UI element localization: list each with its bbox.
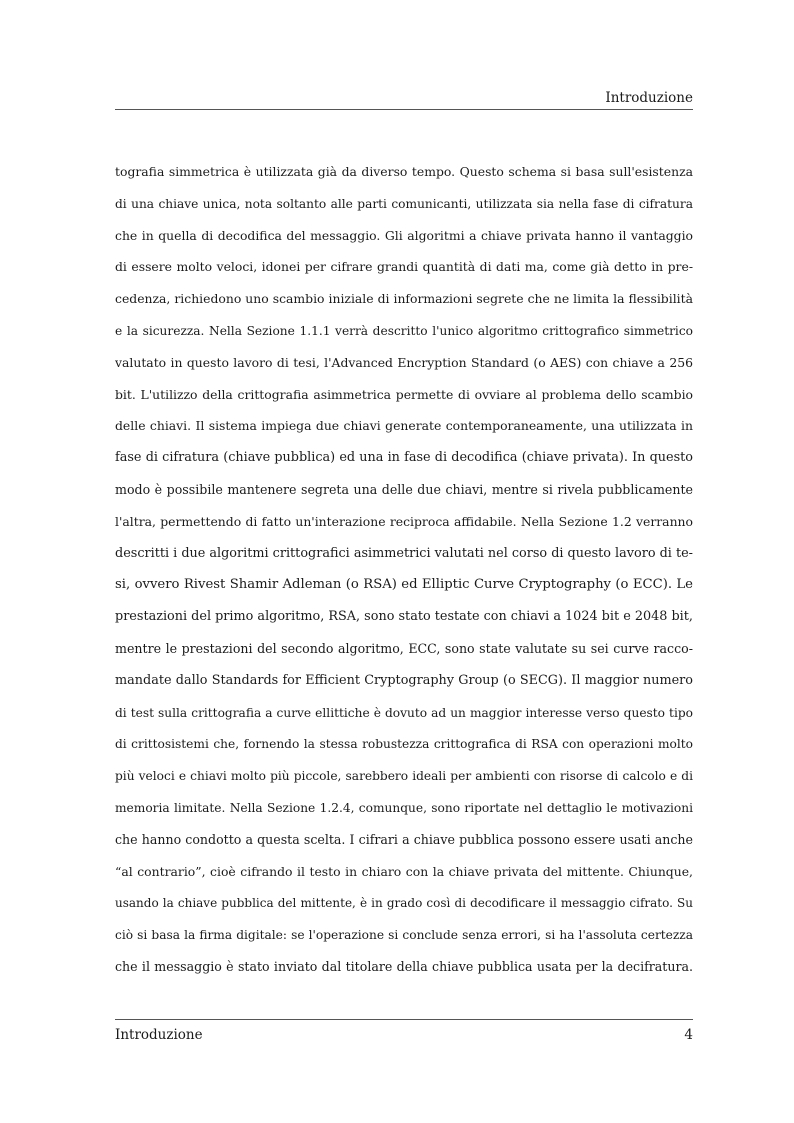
page-number: 4	[684, 1027, 693, 1043]
text-line: che in quella di decodifica del messaggio. Gli algoritmi a chiave privata hanno il vantaggio	[115, 227, 693, 243]
text-line: bit. L'utilizzo della crittografia asimmetrica permette di ovviare al problema dello scambio	[115, 386, 693, 402]
text-line: si, ovvero Rivest Shamir Adleman (o RSA) ed Elliptic Curve Cryptography (o ECC). Le	[115, 577, 693, 593]
text-line: più veloci e chiavi molto più piccole, sarebbero ideali per ambienti con risorse di calcolo e di	[115, 769, 693, 784]
text-line: cedenza, richiedono uno scambio iniziale di informazioni segrete che ne limita la flessibilità	[115, 291, 693, 307]
text-line: memoria limitate. Nella Sezione 1.2.4, comunque, sono riportate nel dettaglio le motivazioni	[115, 800, 693, 815]
text-line: di crittosistemi che, fornendo la stessa robustezza crittografica di RSA con operazioni molto	[115, 737, 693, 752]
text-line: che il messaggio è stato inviato dal titolare della chiave pubblica usata per la decifratura.	[115, 958, 693, 974]
text-line: fase di cifratura (chiave pubblica) ed una in fase di decodifica (chiave privata). In questo	[115, 450, 693, 466]
text-line: ciò si basa la firma digitale: se l'operazione si conclude senza errori, si ha l'assoluta certezza	[115, 928, 693, 943]
text-line: tografia simmetrica è utilizzata già da diverso tempo. Questo schema si basa sull'esistenza	[115, 164, 693, 179]
text-line: mandate dallo Standards for Efficient Cryptography Group (o SECG). Il maggior numero	[115, 672, 693, 688]
body-paragraph	[115, 158, 693, 985]
text-line: mentre le prestazioni del secondo algoritmo, ECC, sono state valutate su sei curve racco-	[115, 640, 693, 656]
text-line: valutato in questo lavoro di tesi, l'Advanced Encryption Standard (o AES) con chiave a 256	[115, 354, 693, 370]
text-line: descritti i due algoritmi crittografici asimmetrici valutati nel corso di questo lavoro di te-	[115, 545, 693, 561]
running-header-title: Introduzione	[605, 90, 693, 106]
text-line: “al contrario”, cioè cifrando il testo in chiaro con la chiave privata del mittente. Chiunque,	[115, 863, 693, 879]
text-line: che hanno condotto a questa scelta. I cifrari a chiave pubblica possono essere usati anche	[115, 831, 693, 847]
text-line: prestazioni del primo algoritmo, RSA, sono stato testate con chiavi a 1024 bit e 2048 bit,	[115, 609, 693, 625]
page-footer	[115, 1025, 693, 1045]
text-line: e la sicurezza. Nella Sezione 1.1.1 verrà descritto l'unico algoritmo crittografico simmetrico	[115, 323, 693, 338]
text-line: l'altra, permettendo di fatto un'interazione reciproca affidabile. Nella Sezione 1.2 verranno	[115, 513, 693, 529]
text-line: usando la chiave pubblica del mittente, è in grado così di decodificare il messaggio cifrato. Su	[115, 896, 693, 911]
text-line: delle chiavi. Il sistema impiega due chiavi generate contemporaneamente, una utilizzata in	[115, 418, 693, 434]
text-line: di test sulla crittografia a curve ellittiche è dovuto ad un maggior interesse verso questo tipo	[115, 705, 693, 720]
footer-chapter-title: Introduzione	[115, 1027, 203, 1043]
text-line: modo è possibile mantenere segreta una delle due chiavi, mentre si rivela pubblicamente	[115, 481, 693, 497]
text-line: di una chiave unica, nota soltanto alle parti comunicanti, utilizzata sia nella fase di cifratura	[115, 196, 693, 211]
text-line: di essere molto veloci, idonei per cifrare grandi quantità di dati ma, come già detto in pre-	[115, 259, 693, 275]
header-rule	[115, 109, 693, 110]
footer-rule	[115, 1019, 693, 1020]
